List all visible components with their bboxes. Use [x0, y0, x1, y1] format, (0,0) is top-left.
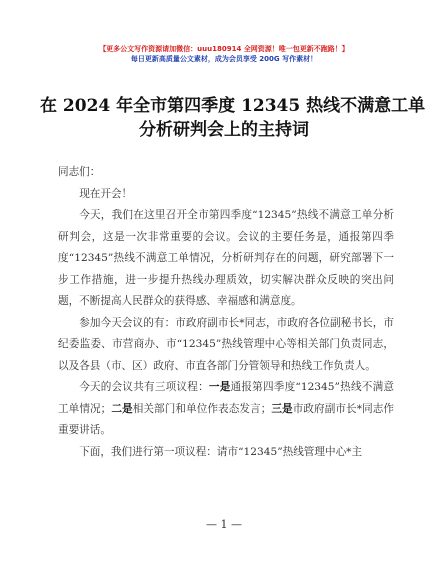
paragraph-attendees: 参加今天会议的有：市政府副市长*同志，市政府各位副秘书长，市纪委监委、市营商办、市“12345”热线管理中心等相关部门负责同志，以及各县（市、区）政府、市直各部门分管领导和热线工作负责人。 [58, 316, 394, 372]
paragraph-purpose: 今天，我们在这里召开全市第四季度“12345”热线不满意工单分析研判会，这是一次非常重要的会议。会议的主要任务是，通报第四季度“12345”热线不满意工单情况，分析研判存在的问题，研究部署下一步工作措施，进一步提升热线办理质效，切实解决群众反映的突出问题，不断提高人民群众的获得感、幸福感和满意度。 [58, 209, 394, 307]
document-title [40, 94, 426, 142]
agenda-item-1-marker: 一是 [208, 381, 231, 393]
page-number: — 1 — [206, 518, 242, 531]
document-body [58, 162, 394, 463]
greeting: 同志们： [58, 166, 101, 178]
agenda-item-3: 市政府副市长*同志作重要讲话。 [58, 402, 395, 436]
document-title-line-2: 分析研判会上的主持词 [139, 120, 309, 140]
paragraph-first-agenda: 下面，我们进行第一项议程：请市“12345”热线管理中心*主 [79, 445, 363, 458]
paragraph-opening: 现在开会！ [79, 187, 133, 200]
document-title-line-1: 在 2024 年全市第四季度 12345 热线不满意工单 [40, 96, 426, 116]
agenda-item-3-marker: 三是 [271, 402, 293, 415]
promo-banner-line-1: 【更多公文写作资源请加微信：uuu180914 全网资源！唯一包更新不跑路！】 [99, 45, 349, 53]
promo-banner-line-2: 每日更新高质量公文素材，成为会员享受 200G 写作素材！ [130, 55, 318, 63]
agenda-item-2: 相关部门和单位作表态发言； [132, 402, 272, 415]
agenda-item-1: 通报第四季度“12345”热线不满意工单情况； [58, 381, 395, 415]
agenda-intro: 今天的会议共有三项议程： [79, 381, 209, 393]
agenda-item-2-marker: 二是 [111, 402, 133, 415]
paragraph-agenda [58, 377, 394, 442]
promo-banner [0, 44, 448, 64]
